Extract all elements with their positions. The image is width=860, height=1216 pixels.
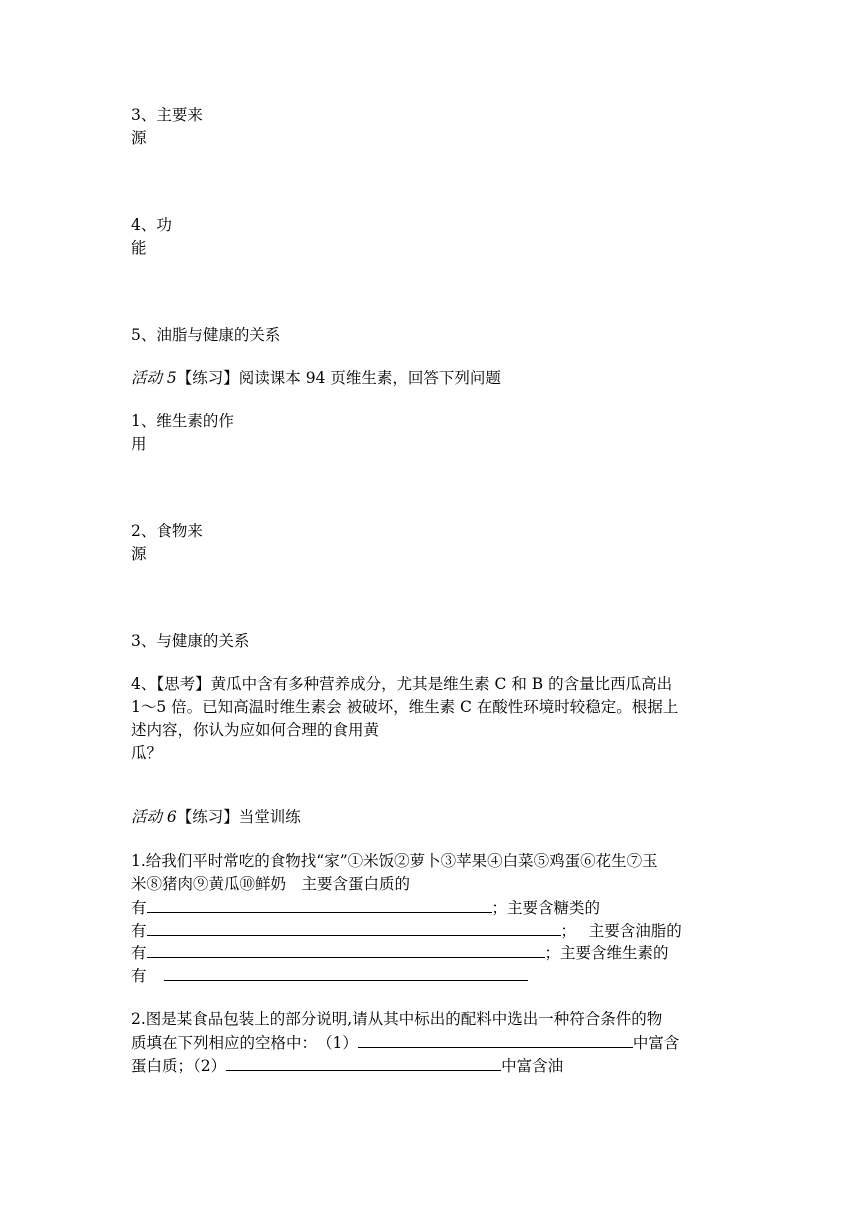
- q1-line5: [131, 941, 669, 965]
- section-main-source-line2: 源: [131, 129, 147, 147]
- activity-5-heading: [131, 367, 501, 390]
- fat-answer-blank[interactable]: [147, 941, 545, 958]
- q1-line1: 1.给我们平时常吃的食物找“家”①米饭②萝卜③苹果④白菜⑤鸡蛋⑥花生⑦玉: [131, 852, 658, 870]
- think-question-line3: 述内容，你认为应如何合理的食用黄: [131, 721, 380, 739]
- section-function-line1: 4、功: [131, 216, 172, 234]
- section-fat-health: 5、油脂与健康的关系: [131, 326, 281, 344]
- activity-6-text: 【练习】当堂训练: [176, 808, 301, 826]
- fat-ingredient-blank[interactable]: [226, 1054, 501, 1071]
- q1-line3: [131, 896, 600, 920]
- q1-line5-end: ；主要含维生素的: [544, 944, 669, 962]
- activity-6-heading: [131, 806, 301, 829]
- q1-line4-start: 有: [131, 922, 147, 940]
- health-relation: 3、与健康的关系: [131, 632, 250, 650]
- section-main-source-line1: 3、主要来: [131, 106, 203, 124]
- q2-line3-start: 蛋白质；（2）: [131, 1057, 227, 1075]
- q1-line3-end: ；主要含糖类的: [491, 899, 601, 917]
- vitamin-role-line1: 1、维生素的作: [131, 412, 234, 430]
- think-question-line4: 瓜？: [131, 744, 163, 762]
- q2-line2: [131, 1031, 679, 1055]
- q1-line4-end: ； 主要含油脂的: [560, 922, 682, 940]
- q1-line3-start: 有: [131, 899, 147, 917]
- think-question-line1: 4、【思考】黄瓜中含有多种营养成分，尤其是维生素 C 和 B 的含量比西瓜高出: [131, 675, 673, 693]
- q2-line3-end: 中富含油: [501, 1057, 564, 1075]
- vitamin-answer-blank[interactable]: [164, 964, 528, 981]
- vitamin-role-line2: 用: [131, 435, 147, 453]
- section-function-line2: 能: [131, 239, 147, 257]
- q2-line3: [131, 1054, 563, 1078]
- q1-line4: [131, 919, 682, 943]
- think-question-line2: 1～5 倍。已知高温时维生素会 被破坏，维生素 C 在酸性环境时较稳定。根据上: [131, 698, 679, 716]
- food-source-line1: 2、食物来: [131, 522, 203, 540]
- protein-answer-blank[interactable]: [147, 896, 492, 913]
- activity-5-text: 【练习】阅读课本 94 页维生素，回答下列问题: [176, 369, 501, 387]
- activity-5-label: 活动 5: [131, 369, 177, 387]
- q1-line2: 米⑧猪肉⑨黄瓜⑩鲜奶 主要含蛋白质的: [131, 875, 411, 893]
- protein-ingredient-blank[interactable]: [358, 1031, 633, 1048]
- q2-line2-start: 质填在下列相应的空格中： （1）: [131, 1034, 358, 1052]
- q2-line1: 2.图是某食品包装上的部分说明,请从其中标出的配料中选出一种符合条件的物: [131, 1010, 663, 1028]
- food-source-line2: 源: [131, 545, 147, 563]
- q1-line6-start: 有: [131, 967, 147, 985]
- activity-6-label: 活动 6: [131, 808, 177, 826]
- q2-line2-end: 中富含: [632, 1034, 680, 1052]
- q1-line6: [131, 964, 528, 988]
- q1-line5-start: 有: [131, 944, 147, 962]
- sugar-answer-blank[interactable]: [147, 919, 561, 936]
